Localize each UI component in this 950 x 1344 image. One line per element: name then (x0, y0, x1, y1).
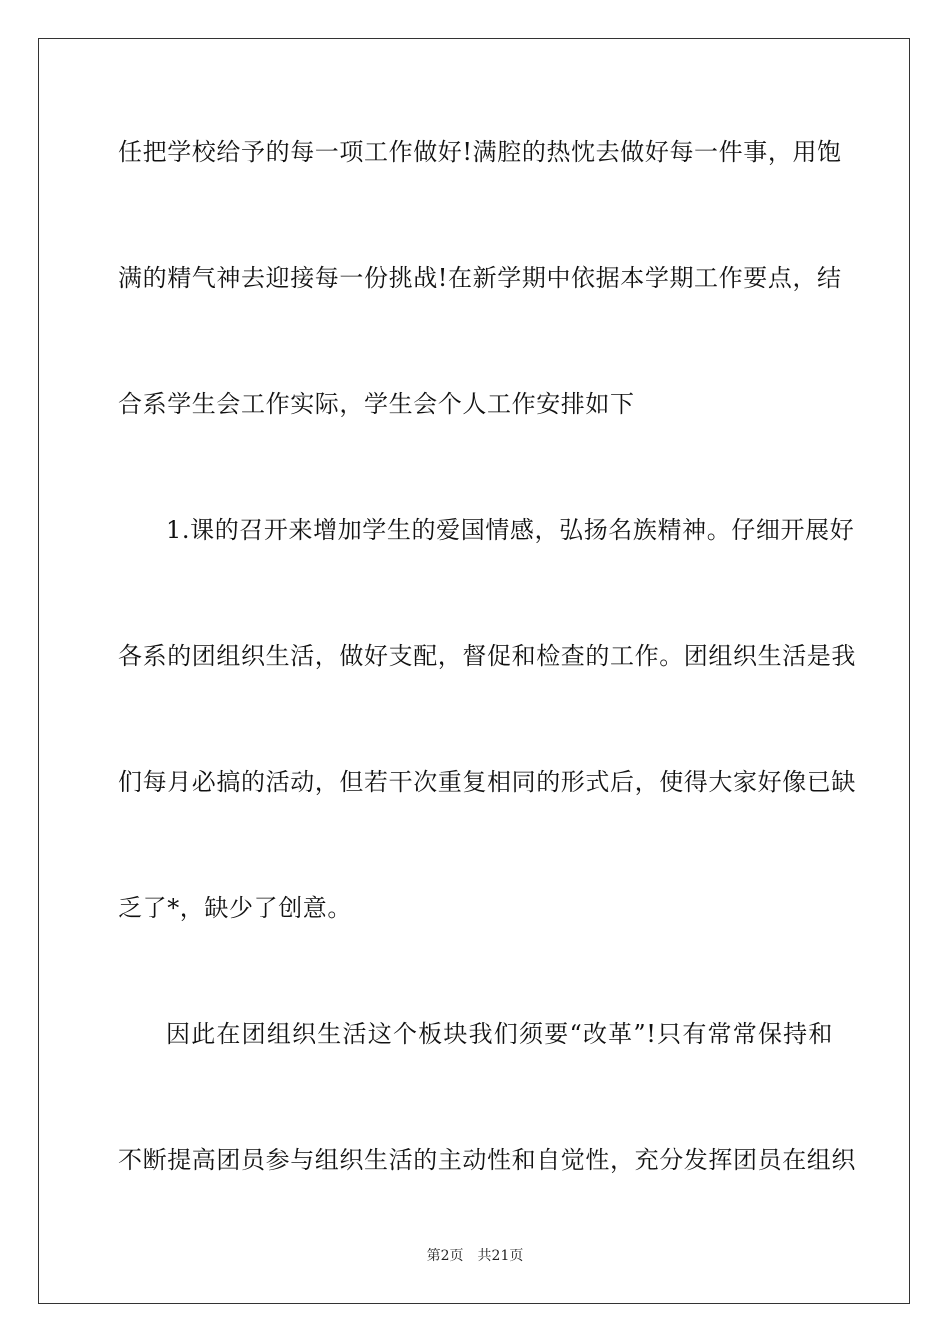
body-text-line-2: 满的精气神去迎接每一份挑战!在新学期中依据本学期工作要点，结 (118, 264, 842, 292)
page-number: 第2页 (426, 1248, 464, 1264)
body-text-line-6: 们每月必搞的活动，但若干次重复相同的形式后，使得大家好像已缺 (118, 768, 856, 796)
page-total: 共21页 (477, 1248, 524, 1264)
body-text-line-9: 不断提高团员参与组织生活的主动性和自觉性，充分发挥团员在组织 (118, 1146, 856, 1174)
body-text-line-8: 因此在团组织生活这个板块我们须要“改革”!只有常常保持和 (166, 1020, 833, 1048)
body-text-line-1: 任把学校给予的每一项工作做好!满腔的热忱去做好每一件事，用饱 (118, 138, 842, 166)
page-footer (0, 1247, 950, 1265)
page-frame (38, 38, 910, 1304)
body-text-line-4: 1.课的召开来增加学生的爱国情感，弘扬名族精神。仔细开展好 (166, 516, 855, 544)
body-text-line-3: 合系学生会工作实际，学生会个人工作安排如下 (118, 390, 635, 418)
body-text-line-5: 各系的团组织生活，做好支配，督促和检查的工作。团组织生活是我 (118, 642, 856, 670)
body-text-line-7: 乏了*，缺少了创意。 (118, 894, 352, 922)
